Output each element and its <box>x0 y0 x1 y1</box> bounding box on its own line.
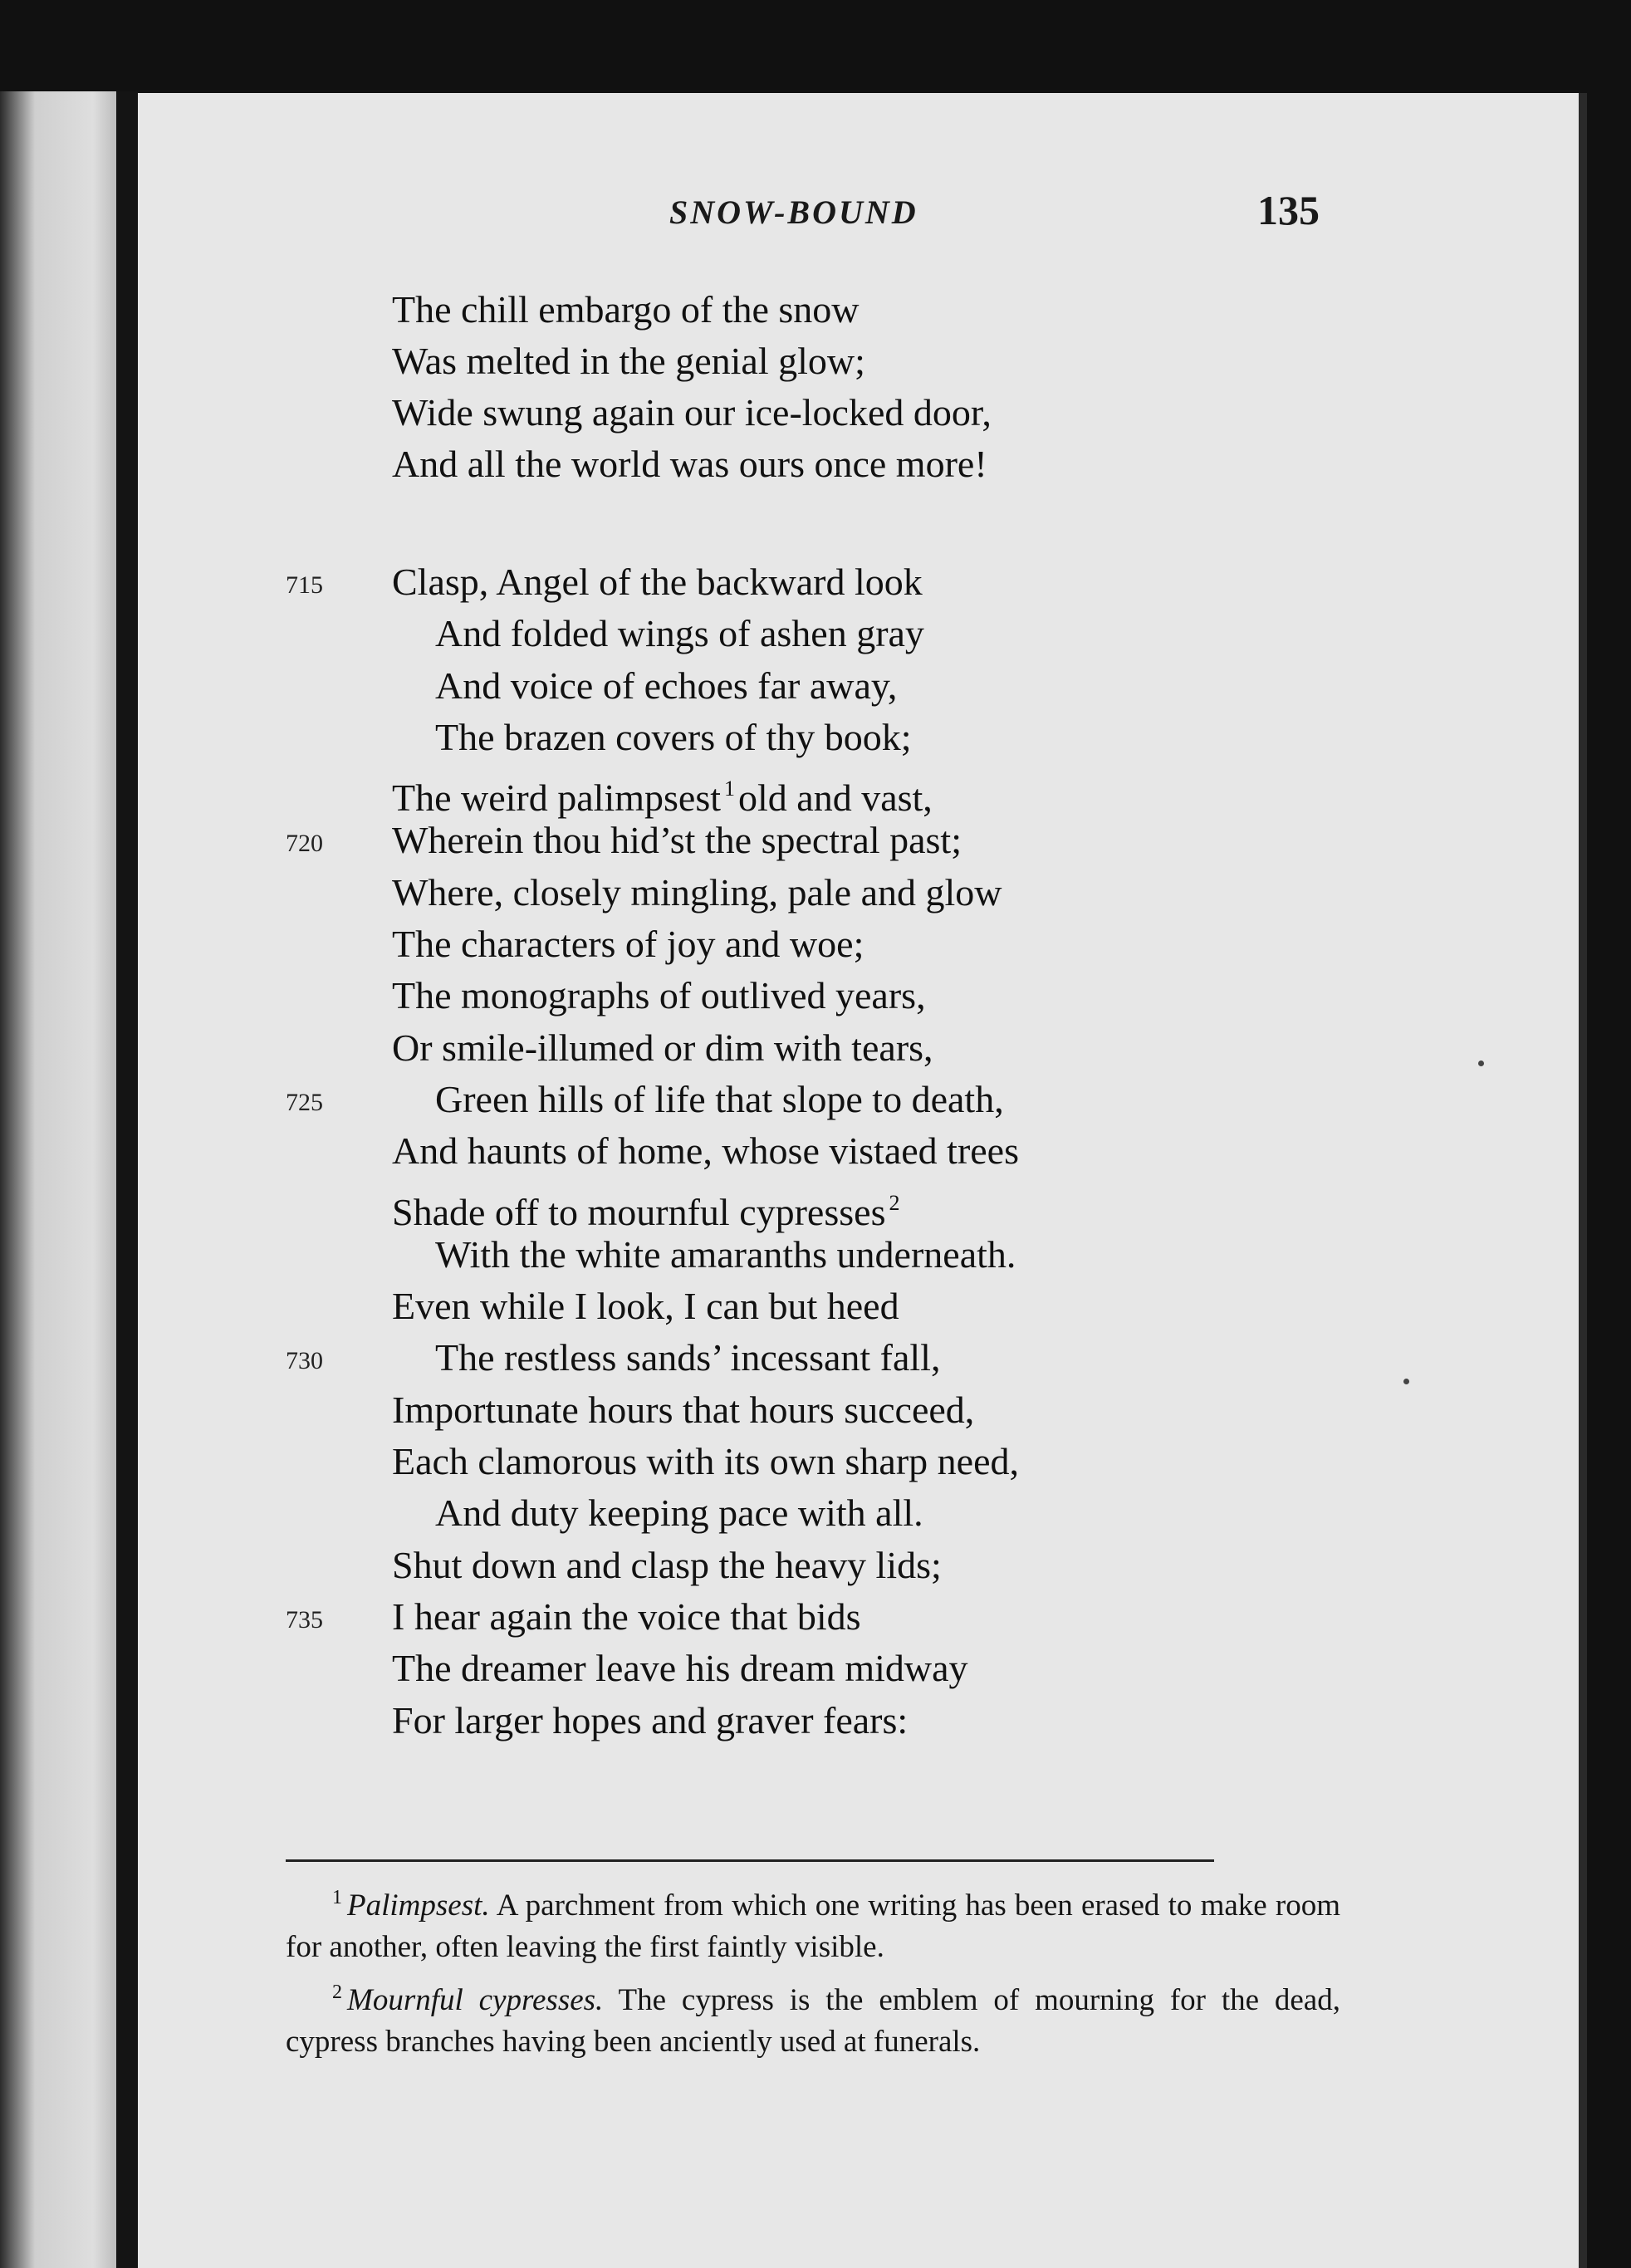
verse-text: Or smile-illumed or dim with tears, <box>392 1026 933 1069</box>
verse-line <box>138 815 1579 866</box>
verse-line <box>138 1643 1579 1694</box>
footnote-term: Palimpsest. <box>347 1888 490 1923</box>
verse-text-part: old and vast, <box>738 776 933 820</box>
page-number: 135 <box>1257 187 1320 233</box>
verse-line <box>138 608 1579 659</box>
book-page <box>138 93 1587 2268</box>
verse-line <box>138 660 1579 712</box>
verse-text: With the white amaranths underneath. <box>435 1232 1016 1276</box>
verse-line <box>138 1125 1579 1177</box>
verse-text: I hear again the voice that bids <box>392 1594 861 1638</box>
verse-text: Shut down and clasp the heavy lids; <box>392 1543 942 1586</box>
footnote-text: The cypress is the emblem of mourning for the dead, cypress branches having been anciently used at funerals. <box>286 1983 1340 2059</box>
book-binding-gutter <box>116 91 138 2268</box>
verse-line <box>138 1384 1579 1436</box>
footnote-1 <box>286 1877 1340 1968</box>
verse-text: Clasp, Angel of the backward look <box>392 561 923 603</box>
running-title: SNOW-BOUND <box>669 193 918 231</box>
verse-line <box>138 556 1579 608</box>
verse-line <box>138 1229 1579 1281</box>
verse-text: Even while I look, I can but heed <box>392 1285 899 1328</box>
verse-line <box>138 284 1579 336</box>
line-number: 720 <box>286 830 323 858</box>
verse-text: The characters of joy and woe; <box>392 923 864 966</box>
stanza-2 <box>138 556 1579 1746</box>
verse-line <box>138 712 1579 763</box>
footnotes <box>286 1877 1340 2066</box>
verse-line <box>138 387 1579 438</box>
verse-text: Where, closely mingling, pale and glow <box>392 870 1002 914</box>
verse-line <box>138 1281 1579 1332</box>
verse-text: Importunate hours that hours succeed, <box>392 1388 975 1431</box>
verse-text: And duty keeping pace with all. <box>435 1492 923 1535</box>
verse-line <box>138 970 1579 1021</box>
verse-text: Green hills of life that slope to death, <box>435 1077 1004 1120</box>
scan-speck <box>1478 1061 1484 1066</box>
stanza-1 <box>138 284 1579 490</box>
footnote-term: Mournful cypresses. <box>347 1983 604 2017</box>
verse-line <box>138 438 1579 490</box>
verse-line <box>138 1540 1579 1591</box>
footnote-reference: 2 <box>889 1190 900 1215</box>
line-number: 725 <box>286 1088 323 1116</box>
verse-line <box>138 1074 1579 1125</box>
verse-line <box>138 918 1579 970</box>
verse-text: And voice of echoes far away, <box>435 664 898 707</box>
verse-text: Wide swung again our ice-locked door, <box>392 391 992 434</box>
verse-text: The monographs of outlived years, <box>392 974 926 1017</box>
footnote-reference: 1 <box>724 776 736 801</box>
verse-text-part: The weird palimpsest <box>392 776 722 820</box>
verse-text: And folded wings of ashen gray <box>435 612 924 655</box>
footnote-2 <box>286 1972 1340 2063</box>
verse-text: The brazen covers of thy book; <box>435 715 912 758</box>
line-number: 730 <box>286 1347 323 1375</box>
facing-page-edge <box>0 91 116 2268</box>
verse-text: And haunts of home, whose vistaed trees <box>392 1129 1020 1173</box>
line-number: 715 <box>286 571 323 599</box>
verse-line <box>138 1332 1579 1384</box>
scan-speck <box>1403 1379 1409 1384</box>
verse-line <box>138 1695 1579 1746</box>
verse-text: Was melted in the genial glow; <box>392 340 865 382</box>
verse-text-part: Shade off to mournful cypresses <box>392 1190 886 1233</box>
verse-line <box>138 763 1579 820</box>
footnote-mark: 1 <box>332 1887 342 1908</box>
verse-text: The dreamer leave his dream midway <box>392 1647 968 1690</box>
footnote-mark: 2 <box>332 1981 342 2003</box>
footnote-divider <box>286 1859 1214 1862</box>
verse-line <box>138 336 1579 387</box>
verse-line <box>138 867 1579 918</box>
verse-line <box>138 1591 1579 1643</box>
verse-text: And all the world was ours once more! <box>392 443 987 485</box>
verse-line <box>138 1022 1579 1074</box>
footnote-text: A parchment from which one writing has been erased to make room for another, often leaving the first faintly visible. <box>286 1888 1340 1964</box>
verse-text: For larger hopes and graver fears: <box>392 1698 909 1741</box>
line-number: 735 <box>286 1605 323 1634</box>
verse-text: The chill embargo of the snow <box>392 288 860 331</box>
verse-text: Wherein thou hid’st the spectral past; <box>392 819 962 862</box>
verse-line <box>138 1487 1579 1539</box>
verse-text: Each clamorous with its own sharp need, <box>392 1440 1019 1483</box>
verse-line <box>138 1436 1579 1487</box>
verse-line <box>138 1178 1579 1233</box>
verse-text: The restless sands’ incessant fall, <box>435 1336 941 1379</box>
